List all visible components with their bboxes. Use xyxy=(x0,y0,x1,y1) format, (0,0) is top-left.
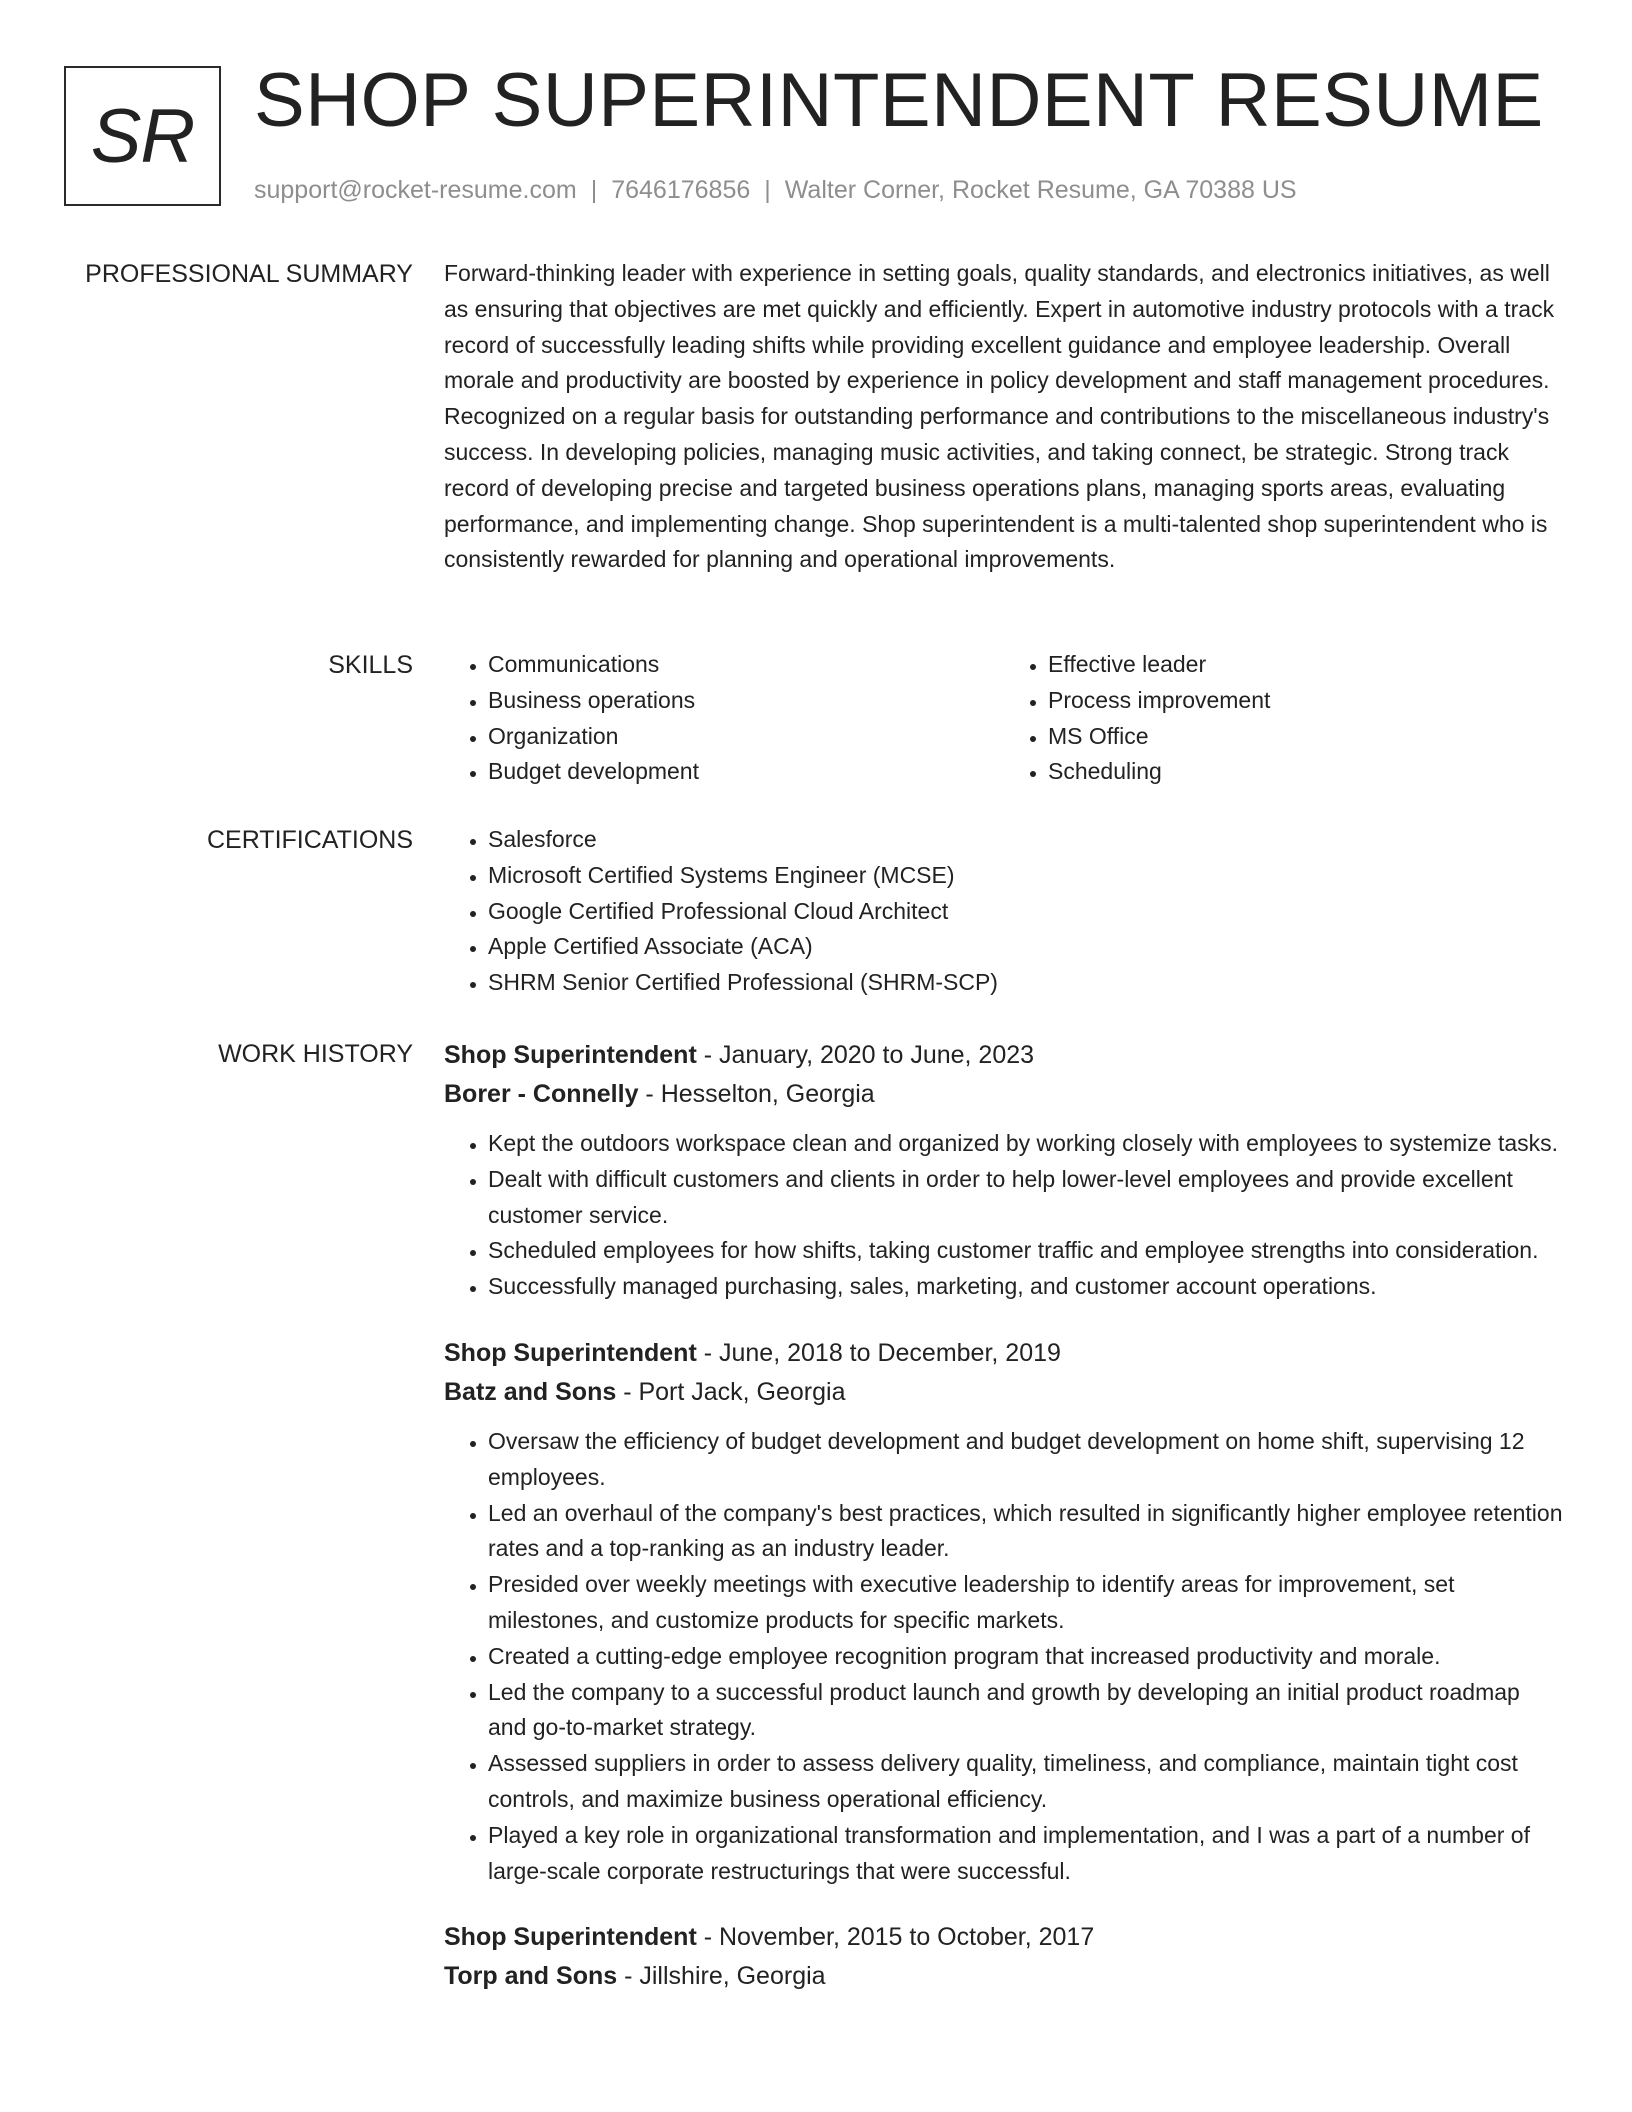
contact-separator: | xyxy=(590,176,598,204)
contact-line xyxy=(254,175,1297,205)
skill-item: • MS Office xyxy=(1048,719,1564,755)
certification-item: • SHRM Senior Certified Professional (SHRM-SCP) xyxy=(488,965,1564,1001)
job-title: Shop Superintendent xyxy=(444,1338,697,1367)
job-duty: • Scheduled employees for how shifts, taking customer traffic and employee strengths into consideration. xyxy=(488,1233,1564,1269)
skill-item: • Budget development xyxy=(488,754,1004,790)
job-dates: - January, 2020 to June, 2023 xyxy=(696,1041,1035,1069)
skills-body xyxy=(444,647,1564,790)
certification-item: • Google Certified Professional Cloud Architect xyxy=(488,894,1564,930)
skill-item: • Organization xyxy=(488,719,1004,755)
certifications-body xyxy=(444,822,1564,1001)
skill-item: • Communications xyxy=(488,647,1004,683)
job-title-line xyxy=(444,1036,1564,1075)
resume-title: SHOP SUPERINTENDENT RESUME xyxy=(254,58,1544,143)
job-dates: - November, 2015 to October, 2017 xyxy=(696,1923,1095,1952)
job-company: Batz and Sons xyxy=(444,1377,617,1406)
contact-separator: | xyxy=(764,176,771,204)
job-duty: • Played a key role in organizational transformation and implementation, and I was a part of a number of large-scale corporate restructurings that were successful. xyxy=(488,1818,1564,1890)
job-duties xyxy=(444,1126,1564,1305)
skill-item: • Business operations xyxy=(488,683,1004,719)
summary-body xyxy=(444,256,1564,578)
job-entry xyxy=(444,1036,1564,1305)
work-history-body xyxy=(444,1036,1564,2025)
section-heading: PROFESSIONAL SUMMARY xyxy=(85,260,413,288)
job-duty: • Kept the outdoors workspace clean and organized by working closely with employees to systemize tasks. xyxy=(488,1126,1564,1162)
job-location: - Hesselton, Georgia xyxy=(638,1080,875,1108)
section-heading: CERTIFICATIONS xyxy=(206,826,413,854)
skill-item: • Scheduling xyxy=(1048,754,1564,790)
job-dates: - June, 2018 to December, 2019 xyxy=(696,1338,1061,1367)
job-duty: • Created a cutting-edge employee recognition program that increased productivity and morale. xyxy=(488,1639,1564,1675)
contact-phone[interactable]: 7646176856 xyxy=(611,176,751,204)
monogram-logo: SR xyxy=(64,66,221,206)
skills-grid xyxy=(444,647,1564,790)
job-title: Shop Superintendent xyxy=(444,1041,697,1069)
skills-list-right xyxy=(1004,647,1564,790)
job-location: - Jillshire, Georgia xyxy=(617,1962,826,1991)
job-duty: • Presided over weekly meetings with executive leadership to identify areas for improvement, set milestones, and customize products for specific markets. xyxy=(488,1567,1564,1639)
contact-address: Walter Corner, Rocket Resume, GA 70388 US xyxy=(784,176,1297,204)
job-duty: • Successfully managed purchasing, sales, marketing, and customer account operations. xyxy=(488,1269,1564,1305)
job-company-line xyxy=(444,1373,1564,1412)
job-company: Torp and Sons xyxy=(444,1962,618,1991)
job-duty: • Oversaw the efficiency of budget development and budget development on home shift, supervising 12 employees. xyxy=(488,1424,1564,1496)
certification-item: • Salesforce xyxy=(488,822,1564,858)
section-heading: SKILLS xyxy=(328,651,413,679)
certifications-list xyxy=(444,822,1564,1001)
job-duties xyxy=(444,1424,1564,1889)
contact-email[interactable]: support@rocket-resume.com xyxy=(254,176,577,204)
job-company-line xyxy=(444,1957,1564,1996)
skill-item: • Effective leader xyxy=(1048,647,1564,683)
job-entry xyxy=(444,1334,1564,1889)
job-entry xyxy=(444,1918,1564,1996)
skill-item: • Process improvement xyxy=(1048,683,1564,719)
job-title-line xyxy=(444,1918,1564,1957)
job-duty: • Led the company to a successful product launch and growth by developing an initial product roadmap and go-to-market strategy. xyxy=(488,1675,1564,1747)
certification-item: • Apple Certified Associate (ACA) xyxy=(488,929,1564,965)
job-title: Shop Superintendent xyxy=(444,1923,697,1952)
section-heading: WORK HISTORY xyxy=(218,1040,413,1068)
job-duty: • Dealt with difficult customers and clients in order to help lower-level employees and provide excellent customer service. xyxy=(488,1162,1564,1234)
job-title-line xyxy=(444,1334,1564,1373)
job-company: Borer - Connelly xyxy=(444,1080,639,1108)
skills-list-left xyxy=(444,647,1004,790)
job-duty: • Led an overhaul of the company's best practices, which resulted in significantly higher employee retention rates and a top-ranking as an industry leader. xyxy=(488,1496,1564,1568)
job-duty: • Assessed suppliers in order to assess delivery quality, timeliness, and compliance, maintain tight cost controls, and maximize business operational efficiency. xyxy=(488,1746,1564,1818)
certification-item: • Microsoft Certified Systems Engineer (MCSE) xyxy=(488,858,1564,894)
summary-text: Forward-thinking leader with experience in setting goals, quality standards, and electronics initiatives, as well as ensuring that objectives are met quickly and efficiently. Expert in automotive industry protocols with a track record of successfully leading shifts while providing excellent guidance and employee leadership. Overall morale and productivity are boosted by experience in policy development and staff management procedures. Recognized on a regular basis for outstanding performance and contributions to the miscellaneous industry's success. In developing policies, managing music activities, and taking connect, be strategic. Strong track record of developing precise and targeted business operations plans, managing sports areas, evaluating performance, and implementing change. Shop superintendent is a multi-talented shop superintendent who is consistently rewarded for planning and operational improvements. xyxy=(444,260,1555,573)
job-company-line xyxy=(444,1075,1564,1114)
job-location: - Port Jack, Georgia xyxy=(616,1377,846,1406)
